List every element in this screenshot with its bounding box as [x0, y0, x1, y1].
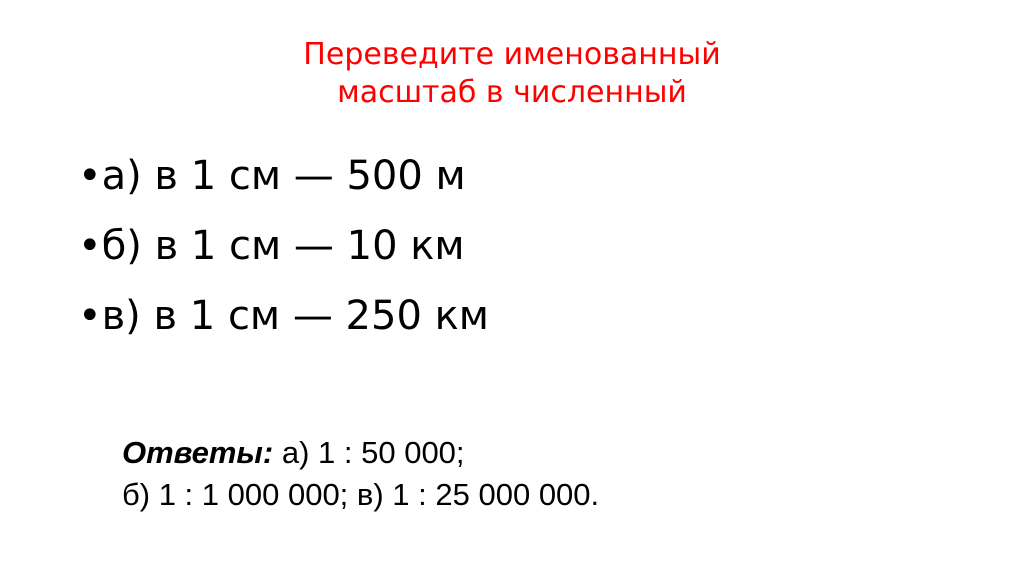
- bullet-dot-icon: •: [78, 153, 102, 199]
- list-item-label: в) в 1 см — 250 км: [101, 293, 489, 339]
- list-item-label: б) в 1 см — 10 км: [101, 223, 465, 269]
- bullet-list: [78, 152, 978, 362]
- bullet-dot-icon: •: [78, 223, 102, 269]
- page-title-line-1: Переведите именованный: [303, 37, 721, 72]
- answers-line-2: б) 1 : 1 000 000; в) 1 : 25 000 000.: [122, 477, 600, 512]
- page-title: [0, 36, 1024, 112]
- answers-first-value: а) 1 : 50 000;: [273, 435, 465, 470]
- answers-label: Ответы:: [122, 435, 274, 470]
- answers-block: [122, 432, 982, 516]
- list-item: [78, 292, 978, 340]
- bullet-dot-icon: •: [78, 293, 102, 339]
- answers-line-1: [122, 432, 982, 474]
- list-item: [78, 222, 978, 270]
- list-item-label: а) в 1 см — 500 м: [101, 153, 466, 199]
- list-item: [78, 152, 978, 200]
- page-title-line-2: масштаб в численный: [337, 75, 687, 110]
